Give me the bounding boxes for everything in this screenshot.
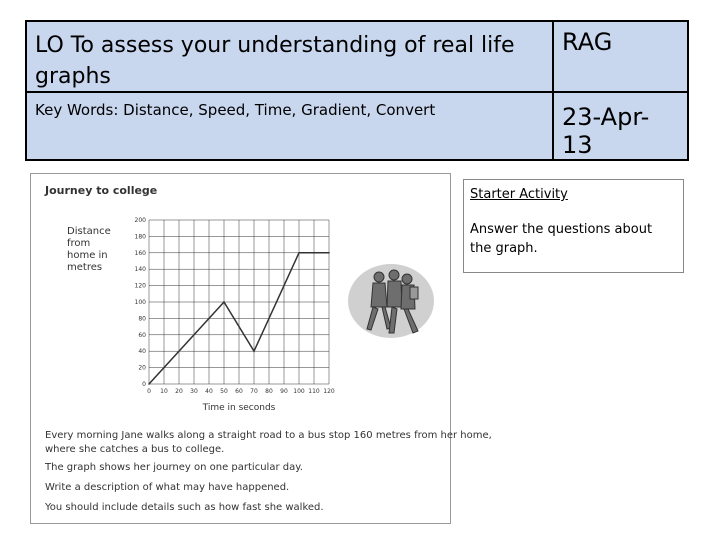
x-tick-label: 90 (280, 388, 288, 395)
date-label: 23-Apr-13 (562, 103, 650, 159)
y-tick-label: 100 (134, 299, 146, 306)
worksheet-text-line: Every morning Jane walks along a straight road to a bus stop 160 metres from her home, (45, 430, 492, 441)
x-tick-label: 10 (160, 388, 168, 395)
x-tick-label: 30 (190, 388, 198, 395)
y-tick-label: 200 (134, 217, 146, 224)
worksheet-text-line: The graph shows her journey on one particular day. (45, 462, 303, 473)
y-tick-label: 140 (134, 266, 146, 274)
x-tick-label: 20 (175, 388, 183, 395)
walking-students-clipart (347, 263, 435, 341)
starter-heading: Starter Activity (470, 187, 568, 202)
x-tick-label: 60 (235, 388, 243, 395)
distance-time-graph (101, 212, 341, 412)
x-tick-label: 70 (250, 388, 258, 395)
y-tick-label: 20 (138, 364, 146, 372)
x-tick-label: 40 (205, 388, 213, 395)
ylabel-line: Distance (67, 226, 111, 237)
x-tick-label: 100 (293, 388, 305, 395)
x-tick-label: 80 (265, 388, 273, 395)
x-tick-label: 120 (323, 388, 335, 395)
y-tick-label: 180 (134, 233, 146, 241)
starter-instructions: Answer the questions about the graph. (470, 222, 653, 256)
y-tick-label: 60 (138, 331, 146, 339)
x-tick-label: 110 (308, 388, 320, 395)
worksheet-text-line: You should include details such as how fast she walked. (45, 502, 324, 513)
y-tick-label: 80 (138, 315, 146, 323)
y-tick-label: 0 (142, 381, 146, 388)
graph-title: Journey to college (45, 184, 158, 197)
starter-activity-box (463, 179, 684, 273)
y-tick-label: 120 (134, 282, 146, 290)
learning-objective: LO To assess your understanding of real life graphs (27, 22, 554, 93)
ylabel-line: from (67, 238, 91, 249)
x-tick-label: 0 (147, 388, 151, 395)
x-tick-label: 50 (220, 388, 228, 395)
worksheet-text-line: Write a description of what may have happened. (45, 482, 290, 493)
y-tick-label: 40 (138, 348, 146, 356)
key-words: Key Words: Distance, Speed, Time, Gradient, Convert (27, 93, 554, 159)
header-table (25, 20, 689, 161)
worksheet-image (30, 173, 492, 524)
ylabel-line: home in (67, 250, 108, 261)
ylabel-line: metres (67, 262, 103, 273)
worksheet-text-line: where she catches a bus to college. (45, 444, 225, 455)
graph-x-label: Time in seconds (202, 403, 276, 412)
rag-label: RAG (554, 22, 687, 93)
y-tick-label: 160 (134, 249, 146, 257)
